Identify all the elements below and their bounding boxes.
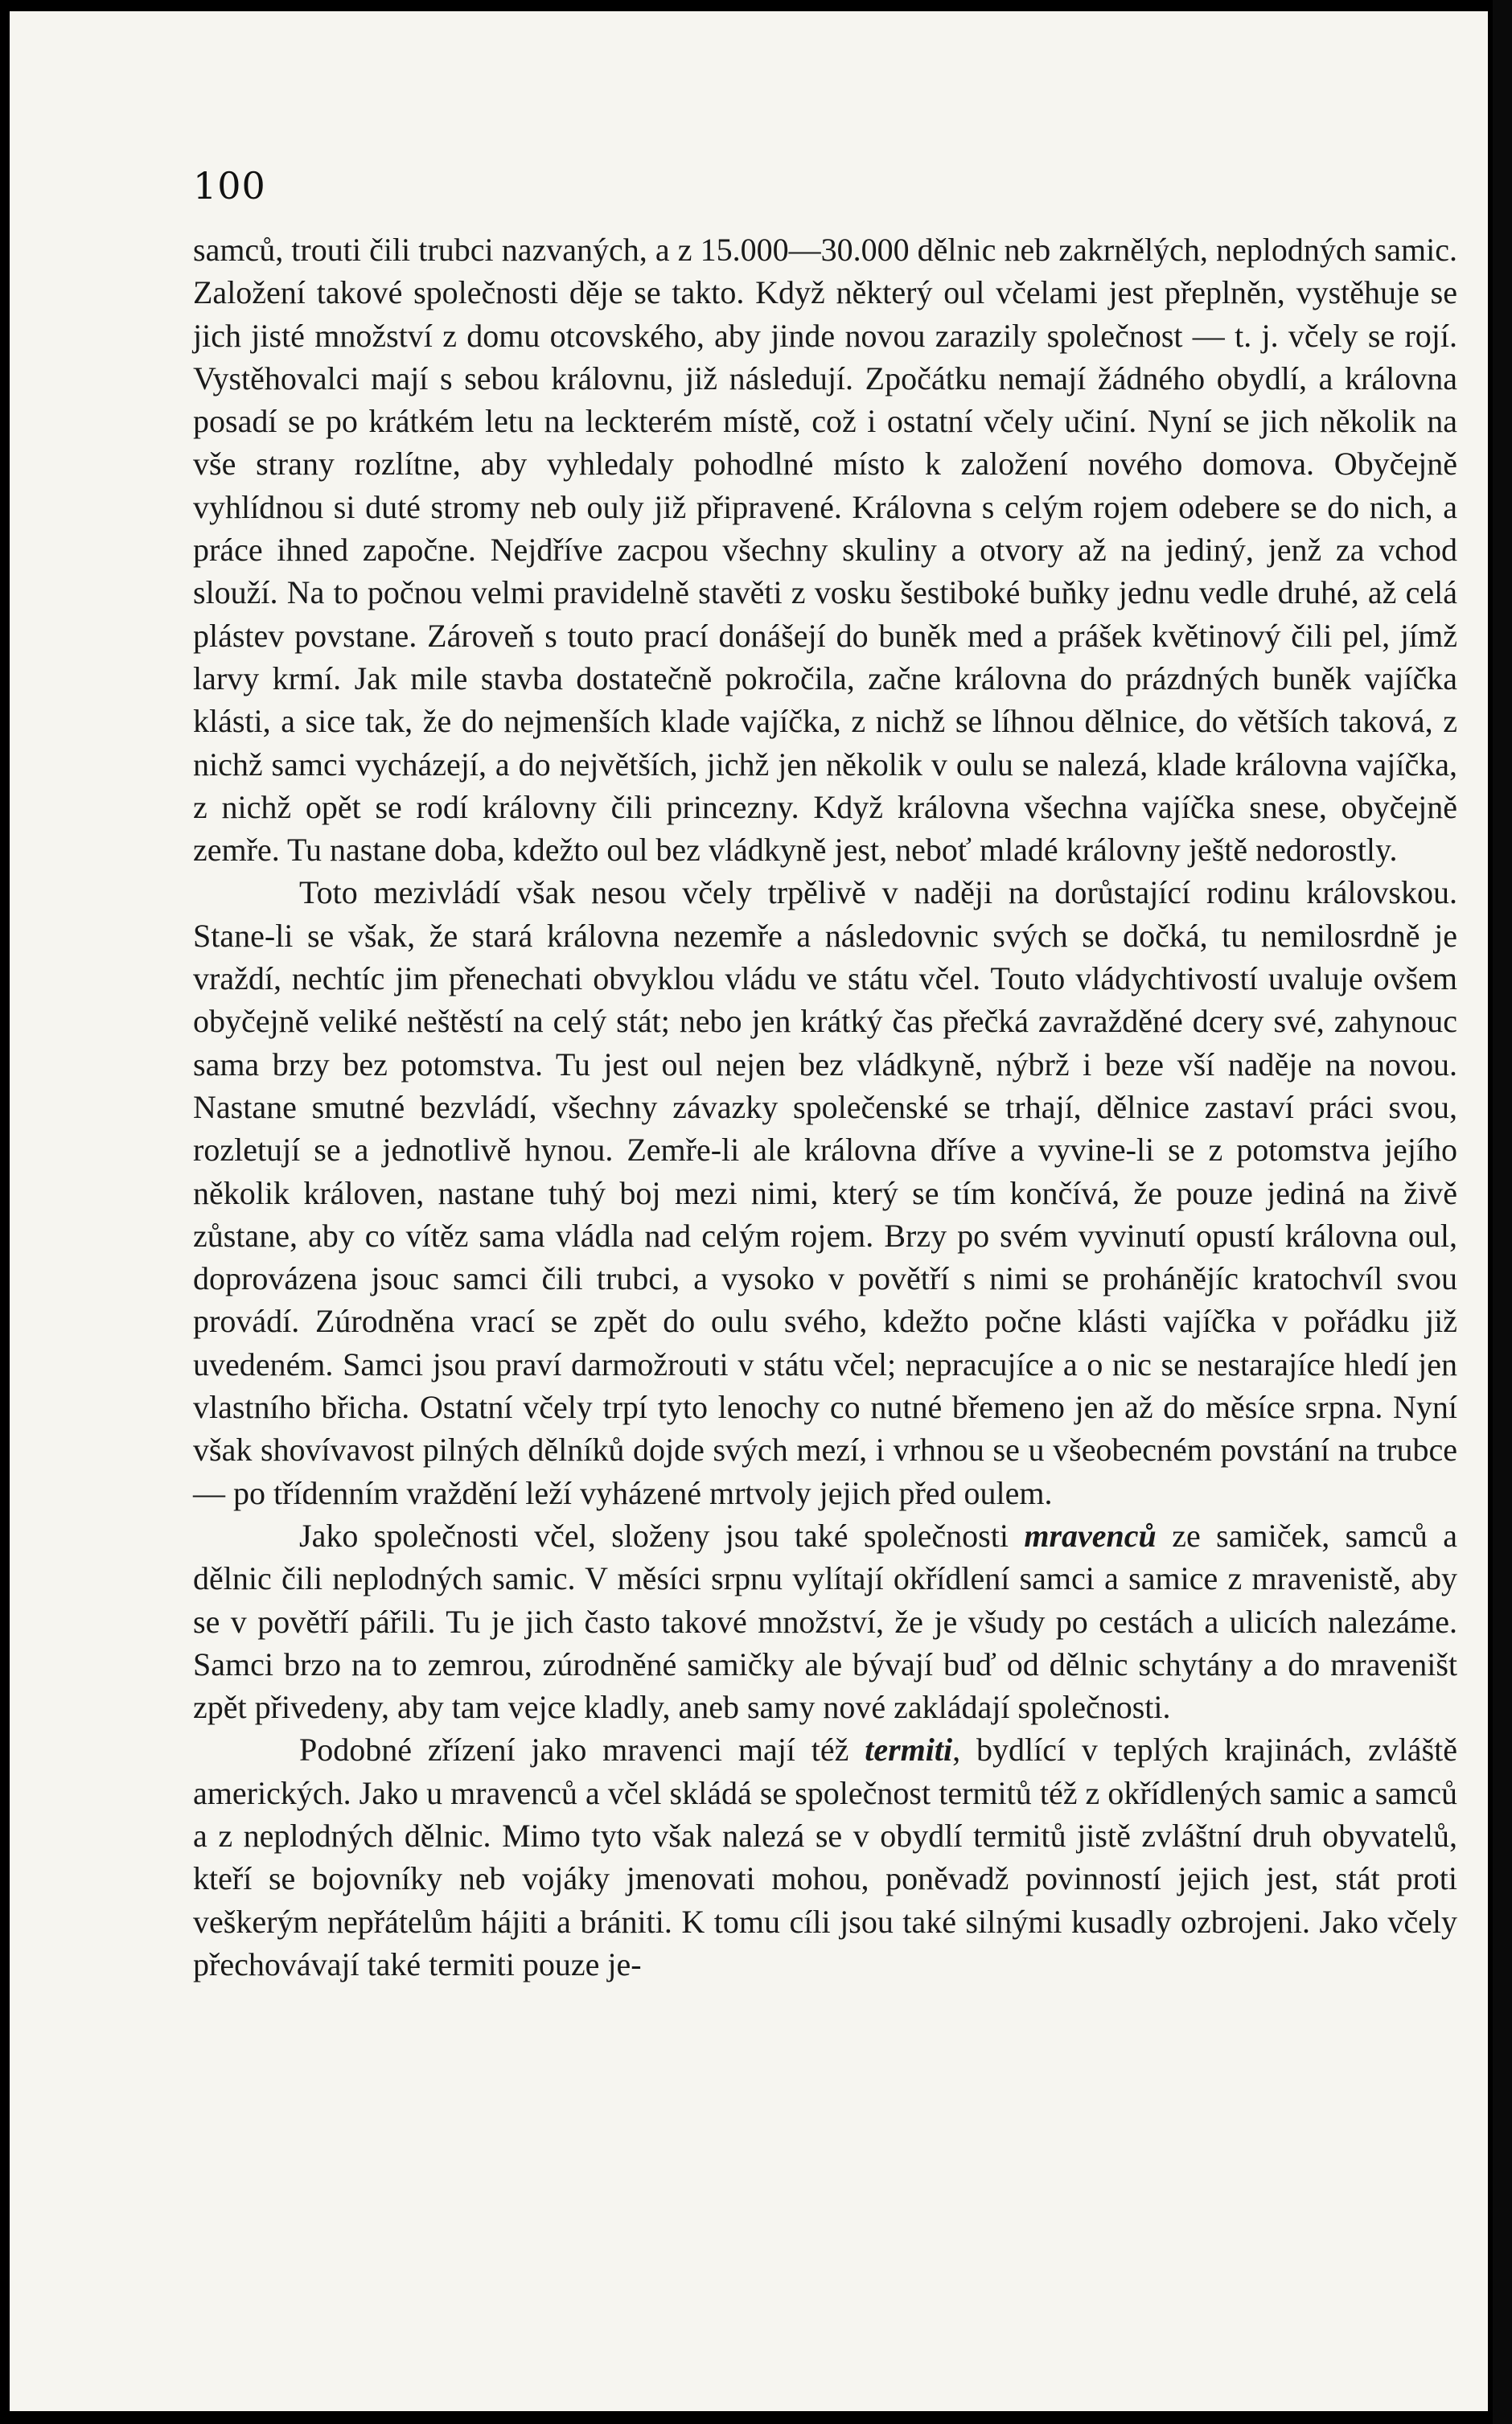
paragraph-4-text-b: , bydlící v teplých krajinách, zvláště amerických. Jako u mravenců a včel skládá se společnost termitů též z okřídlených samic a samců a z neplodných dělnic. Mimo tyto však nalezá se v obydlí termitů jistě zvláštní druh obyvatelů, kteří se bojovníky neb vojáky jmenovati mohou, poněvadž povinností jejich jest, stát proti veškerým nepřátelům hájiti a brániti. K tomu cíli jsou také silnými kusadly ozbrojeni. Jako včely přechovávají také termiti pouze je- — [193, 1732, 1457, 1982]
term-termiti: termiti — [865, 1732, 953, 1769]
paragraph-2-text: Toto mezivládí však nesou včely trpělivě v naději na dorůstající rodinu královskou. Stane-li se však, že stará královna nezemře a následovnic svých se dočká, tu nemilosrdně je vraždí, nechtíc jim přenechati obvyklou vládu ve státu včel. Touto vládychtivostí uvaluje ovšem obyčejně veliké neštěstí na celý stát; nebo jen krátký čas přečká zavražděné dcery své, zahynouc sama brzy bez potomstva. Tu jest oul nejen bez vládkyně, nýbrž i beze vší naděje na novou. Nastane smutné bezvládí, všechny závazky společenské se trhají, dělnice zastaví práci svou, rozletují se a jednotlivě hynou. Zemře-li ale královna dříve a vyvine-li se z potomstva jejího několik královen, nastane tuhý boj mezi nimi, který se tím končívá, že pouze jediná na živě zůstane, aby co vítěz sama vládla nad celým rojem. Brzy po svém vyvinutí opustí královna oul, doprovázena jsouc samci čili trubci, a vysoko v povětří s nimi se proháněјíc kratochvíl svou provádí. Zúrodněna vrací se zpět do oulu svého, kdežto počne klásti vajíčka v pořádku již uvedeném. Samci jsou praví darmožrouti v státu včel; nepracujíce a o nic se nestarajíce hledí jen vlastního břicha. Ostatní včely trpí tyto lenochy co nutné břemeno jen až do měsíce srpna. Nyní však shovívavost pilných dělníků dojde svých mezí, i vrhnou se u všeobecném povstání na trubce — po třídenním vraždění leží vyházené mrtvoly jejich před oulem. — [193, 874, 1457, 1511]
paragraph-3 — [193, 1514, 1457, 1728]
page-number: 100 — [193, 164, 266, 207]
paragraph-3-text-b: ze samiček, samců a dělnic čili neplodných samic. V měsíci srpnu vylítají okřídlení samci a samice z mravenistě, aby se v povětří pářili. Tu je jich často takové množství, že je všudy po cestách a ulicích nalezáme. Samci brzo na to zemrou, zúrodněné samičky ale bývají buď od dělnic schytány a do mraveništ zpět přivedeny, aby tam vejce kladly, aneb samy nové zakládají společnosti. — [193, 1517, 1457, 1726]
term-mravencu: mravenců — [1024, 1517, 1157, 1554]
paragraph-1-text: samců, trouti čili trubci nazvaných, a z 15.000—30.000 dělnic neb zakrnělých, neplodných samic. Založení takové společnosti děje se takto. Když některý oul včelami jest přeplněn, vystěhuje se jich jisté množství z domu otcovského, aby jinde novou zarazily společnost — t. j. včely se rojí. Vystěhovalci mají s sebou královnu, již následují. Zpočátku nemají žádného obydlí, a královna posadí se po krátkém letu na leckterém místě, což i ostatní včely učiní. Nyní se jich několik na vše strany rozlítne, aby vyhledaly pohodlné místo k založení nového domova. Obyčejně vyhlídnou si duté stromy neb ouly již připravené. Královna s celým rojem odebere se do nich, a práce ihned započne. Nejdříve zacpou všechny skuliny a otvory až na jediný, jenž za vchod slouží. Na to počnou velmi pravidelně stavěti z vosku šestiboké buňky jednu vedle druhé, až celá plástev povstane. Zároveň s touto prací donášejí do buněk med a prášek květinový čili pel, jímž larvy krmí. Jak mile stavba dostatečně pokročila, začne královna do prázdných buněk vajíčka klásti, a sice tak, že do nejmenších klade vajíčka, z nichž se líhnou dělnice, do větších taková, z nichž samci vycházejí, a do největších, jichž jen několik v oulu se nalezá, klade královna vajíčka, z nichž opět se rodí královny čili princezny. Když královna všechna vajíčka snese, obyčejně zemře. Tu nastane doba, kdežto oul bez vládkyně jest, neboť mladé královny ještě nedorostly. — [193, 232, 1457, 869]
body-text — [193, 228, 1457, 1986]
paragraph-3-text-a: Jako společnosti včel, složeny jsou také společnosti — [299, 1517, 1025, 1554]
book-page — [10, 11, 1488, 2411]
scan-edge-strip — [1493, 0, 1512, 2424]
paragraph-1 — [193, 228, 1457, 871]
paragraph-2 — [193, 871, 1457, 1514]
paragraph-4 — [193, 1728, 1457, 1986]
paragraph-4-text-a: Podobné zřízení jako mravenci mají též — [299, 1732, 865, 1769]
